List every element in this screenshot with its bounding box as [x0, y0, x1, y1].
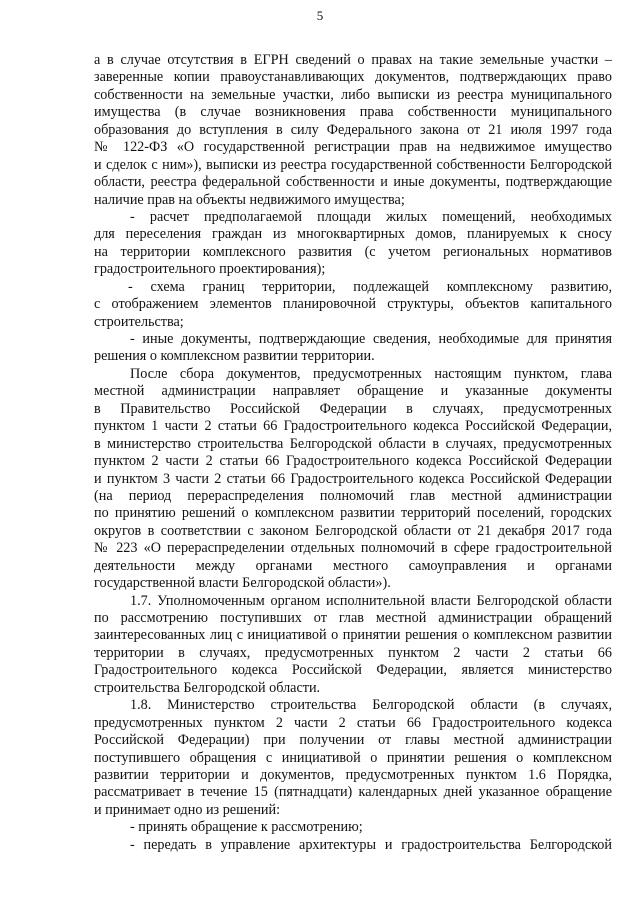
text-line: строительства Белгородской области.: [94, 679, 321, 696]
text-line: предусмотренных пунктом 2 части 2 статьи 66 Градостроительного кодекса: [94, 714, 612, 731]
text-line: решения о комплексном развитии территории.: [94, 348, 375, 365]
text-line: для переселения граждан из многоквартирных домов, планируемых к сносу: [94, 226, 612, 243]
text-line: № 223 «О перераспределении отдельных полномочий в сфере градостроительной: [94, 540, 612, 557]
text-line: по принятию решений о комплексном развитии территорий поселений, городских: [94, 505, 612, 522]
text-line: и сделок с ним»), выписки из реестра государственной собственности Белгородской: [94, 156, 612, 173]
text-line: 1.7. Уполномоченным органом исполнительной власти Белгородской области: [130, 592, 612, 609]
text-line: местной администрации направляет обращение и указанные документы: [94, 383, 612, 400]
text-line: деятельности между органами местного самоуправления и органами: [94, 557, 612, 574]
text-line: - иные документы, подтверждающие сведения, необходимые для принятия: [130, 331, 612, 347]
text-line: - расчет предполагаемой площади жилых помещений, необходимых: [130, 208, 612, 225]
text-line: образования до вступления в силу Федерального закона от 21 июля 1997 года: [94, 121, 612, 138]
text-line: и пунктом 3 части 2 статьи 66 Градостроительного кодекса Российской Федерации: [94, 470, 612, 487]
text-line: - передать в управление архитектуры и градостроительства Белгородской: [130, 836, 612, 853]
text-line: Российской Федерации) при получении от главы местной администрации: [94, 732, 612, 749]
text-line: наличие прав на объекты недвижимого имущества;: [94, 191, 405, 208]
text-line: - схема границ территории, подлежащей комплексному развитию,: [128, 278, 612, 295]
text-line: Градостроительного кодекса Российской Федерации, является министерство: [94, 662, 612, 679]
text-line: После сбора документов, предусмотренных настоящим пунктом, глава: [130, 365, 612, 382]
text-line: имущества (в случае возникновения права собственности муниципального: [94, 104, 612, 121]
text-line: пунктом 2 части 2 статьи 66 Градостроительного кодекса Российской Федерации: [94, 453, 612, 470]
text-line: на территории комплексного развития (с учетом региональных нормативов: [94, 243, 612, 260]
text-line: - принять обращение к рассмотрению;: [130, 819, 363, 836]
text-line: по рассмотрению поступивших от глав местной администрации обращений: [94, 610, 612, 626]
text-line: в министерство строительства Белгородской области в случаях, предусмотренных: [94, 435, 612, 452]
text-line: а в случае отсутствия в ЕГРН сведений о правах на такие земельные участки –: [94, 52, 612, 68]
text-line: поступившего обращения с инициативой о принятии решения о комплексном: [94, 749, 612, 766]
text-line: области, реестра федеральной собственности и иные документы, подтверждающие: [94, 174, 612, 191]
text-line: 1.8. Министерство строительства Белгородской области (в случаях,: [130, 697, 612, 714]
text-line: и принимает одно из решений:: [94, 801, 281, 818]
text-line: в Правительство Российской Федерации в случаях, предусмотренных: [94, 400, 612, 417]
text-line: развитии территории и документов, предусмотренных пунктом 1.6 Порядка,: [94, 766, 612, 783]
text-line: округов в соответствии с законом Белгородской области от 21 декабря 2017 года: [94, 522, 612, 539]
text-line: пунктом 1 части 2 статьи 66 Градостроительного кодекса Российской Федерации,: [94, 418, 612, 435]
text-line: заинтересованных лиц с инициативой о принятии решения о комплексном развитии: [94, 627, 612, 644]
page-number: 5: [316, 8, 324, 23]
text-line: рассматривает в течение 15 (пятнадцати) календарных дней указанное обращение: [94, 784, 612, 801]
document-body: [94, 52, 612, 854]
text-line: заверенные копии правоустанавливающих документов, подтверждающих право: [94, 69, 612, 86]
text-line: градостроительного проектирования);: [94, 261, 326, 278]
text-line: (на период перераспределения полномочий глав местной администрации: [94, 487, 612, 504]
text-line: № 122-ФЗ «О государственной регистрации прав на недвижимое имущество: [94, 139, 612, 156]
text-line: собственности на земельные участки, либо выписки из реестра муниципального: [94, 86, 612, 103]
text-line: с отображением элементов планировочной структуры, объектов капитального: [94, 296, 612, 313]
text-line: территории в случаях, предусмотренных пунктом 2 части 2 статьи 66: [94, 644, 612, 661]
text-line: государственной власти Белгородской области»).: [94, 575, 391, 592]
text-line: строительства;: [94, 313, 184, 330]
